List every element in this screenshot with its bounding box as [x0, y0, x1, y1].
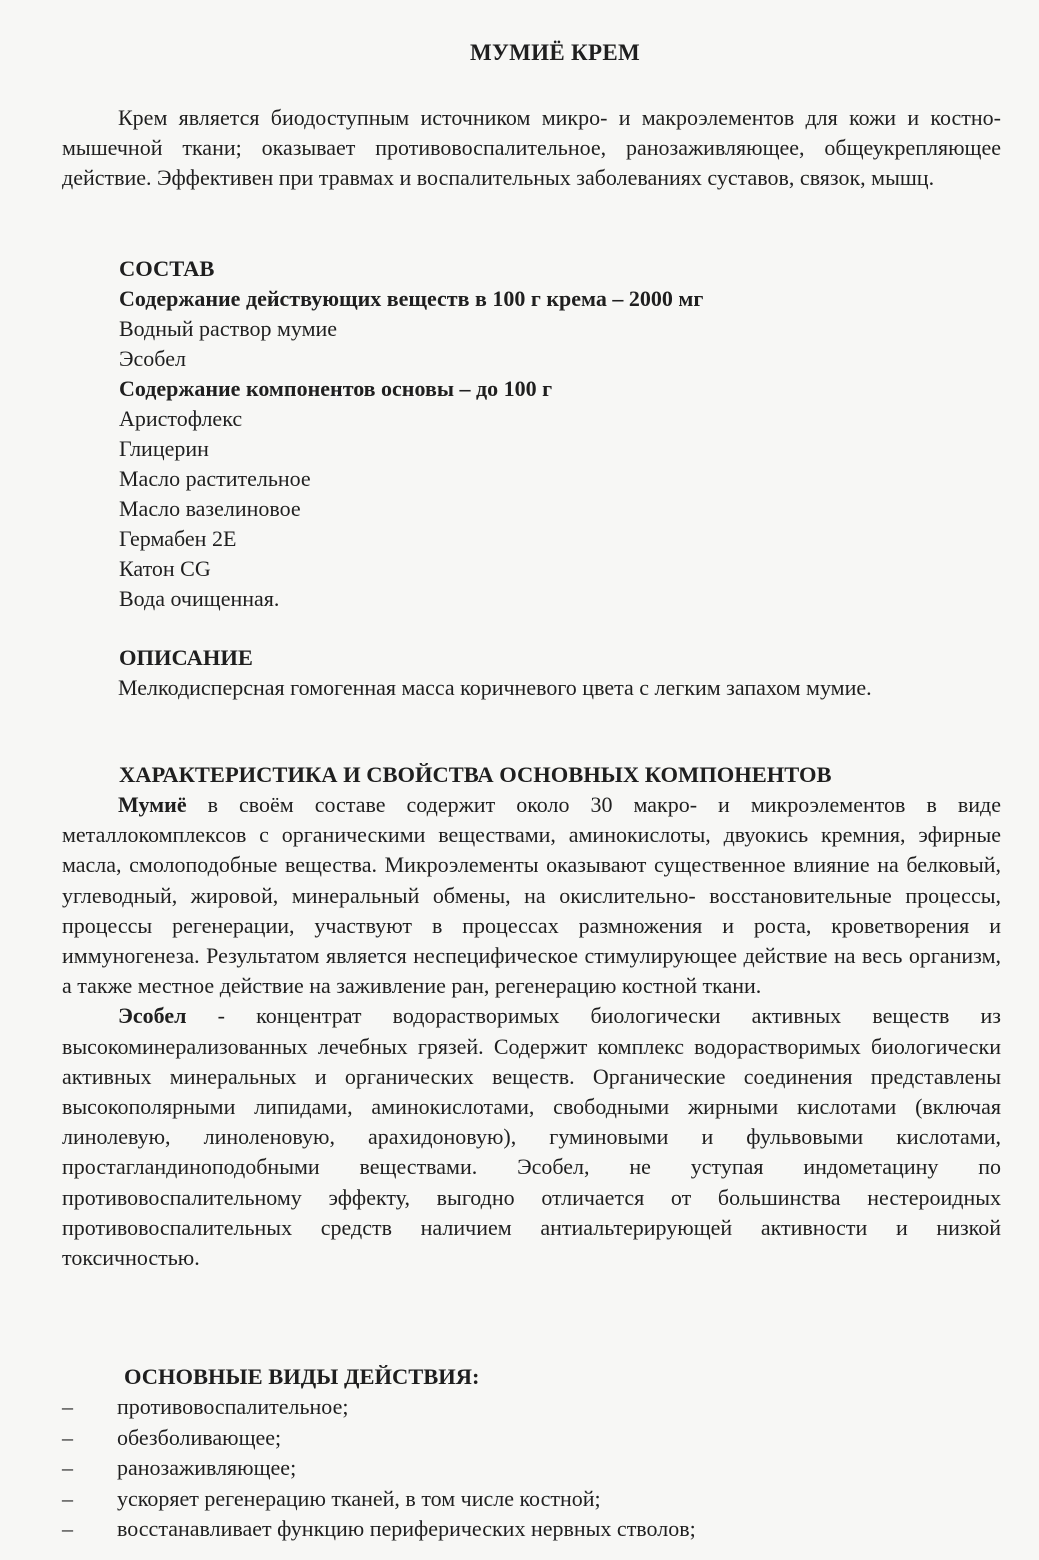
- base-item: Масло вазелиновое: [119, 496, 301, 521]
- description-heading: ОПИСАНИЕ: [119, 645, 253, 670]
- intro-section: [62, 103, 1001, 194]
- active-substances-heading: Содержание действующих веществ в 100 г крема – 2000 мг: [119, 286, 704, 311]
- action-text: обезболивающее;: [117, 1424, 282, 1450]
- action-text: ранозаживляющее;: [117, 1455, 297, 1480]
- action-text: ускоряет регенерацию тканей, в том числе костной;: [117, 1485, 601, 1511]
- description-section: [62, 643, 1001, 703]
- list-item: [0, 1484, 1039, 1515]
- actions-heading: ОСНОВНЫЕ ВИДЫ ДЕЙСТВИЯ:: [124, 1364, 480, 1389]
- esobel-text: - концентрат водорастворимых биологически активных веществ из высокоминерализованных лечебных грязей. Содержит комплекс водорастворимых биологически активных минеральных и органических веществ. Органические соединения представлены высокополярными липидами, аминокислотами, свободными жирными кислотами (включая линолевую, линоленовую, арахидоновую), гуминовыми и фульвовыми кислотами, простагландиноподобными веществами. Эсобел, не уступая индометацину по противовоспалительному эффекту, выгодно отличается от большинства нестероидных противовоспалительных средств наличием антиальтерирующей активности и низкой токсичностью.: [62, 1003, 1001, 1271]
- list-item: [0, 1453, 1039, 1484]
- properties-section: [62, 760, 1001, 1273]
- mumie-paragraph: [62, 790, 1001, 1001]
- active-item: Водный раствор мумие: [119, 316, 338, 341]
- base-item: Гермабен 2Е: [119, 526, 237, 551]
- base-item: Глицерин: [119, 436, 209, 461]
- dash-bullet: –: [62, 1516, 73, 1541]
- esobel-paragraph: [62, 1001, 1001, 1273]
- actions-section: [0, 1362, 1039, 1545]
- base-item: Аристофлекс: [119, 406, 243, 431]
- active-item: Эсобел: [119, 346, 186, 371]
- list-item: [0, 1392, 1039, 1423]
- esobel-term: Эсобел: [118, 1003, 187, 1029]
- document-title: МУМИЁ КРЕМ: [469, 40, 641, 65]
- base-components-heading: Содержание компонентов основы – до 100 г: [119, 376, 553, 401]
- base-item: Масло растительное: [119, 466, 311, 491]
- mumie-text: в своём составе содержит около 30 макро- и микроэлементов в виде металлокомплексов с органическими веществами, аминокислоты, двуокись кремния, эфирные масла, смолоподобные вещества. Микроэлементы оказывают существенное влияние на белковый, углеводный, жировой, минеральный обмены, на окислительно- восстановительные процессы, процессы регенерации, участвуют в процессах размножения и роста, кроветворения и иммуногенеза. Результатом является неспецифическое стимулирующее действие на весь организм, а также местное действие на заживление ран, регенерацию костной ткани.: [62, 792, 1001, 999]
- composition-heading: СОСТАВ: [119, 256, 215, 281]
- intro-paragraph: Крем является биодоступным источником микро- и макроэлементов для кожи и костно-мышечной ткани; оказывает противовоспалительное, ранозаживляющее, общеукрепляющее действие. Эффективен при травмах и воспалительных заболеваниях суставов, связок, мышц.: [62, 105, 1001, 191]
- actions-list: [0, 1392, 1039, 1545]
- base-item: Катон CG: [119, 556, 211, 581]
- mumie-term: Мумиё: [118, 792, 187, 817]
- description-paragraph: Мелкодисперсная гомогенная масса коричневого цвета с легким запахом мумие.: [118, 675, 872, 700]
- dash-bullet: –: [62, 1424, 73, 1450]
- list-item: [0, 1514, 1039, 1545]
- dash-bullet: –: [62, 1394, 73, 1419]
- action-text: противовоспалительное;: [117, 1394, 349, 1419]
- list-item: [0, 1423, 1039, 1454]
- dash-bullet: –: [62, 1485, 73, 1511]
- action-text: восстанавливает функцию периферических нервных стволов;: [117, 1516, 696, 1541]
- dash-bullet: –: [62, 1455, 73, 1480]
- base-item: Вода очищенная.: [119, 586, 280, 611]
- properties-heading: ХАРАКТЕРИСТИКА И СВОЙСТВА ОСНОВНЫХ КОМПОНЕНТОВ: [119, 762, 832, 787]
- composition-section: [62, 254, 1001, 614]
